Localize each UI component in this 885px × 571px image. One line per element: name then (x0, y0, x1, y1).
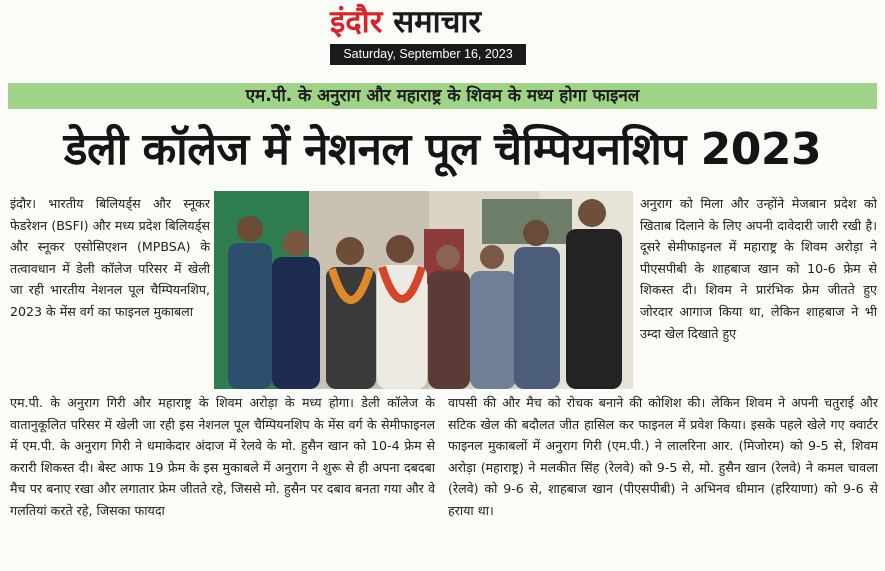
masthead (0, 0, 885, 70)
group-photo-illustration (214, 191, 633, 389)
group-photo (214, 191, 633, 389)
main-headline: डेली कॉलेज में नेशनल पूल चैम्पियनशिप 2023 (63, 124, 822, 175)
article-column-left: इंदौर। भारतीय बिलियर्ड्स और स्नूकर फेडरेशन (BSFI) और मध्य प्रदेश बिलियर्ड्स और स्नूकर एसोसिएशन (MPBSA) के तत्वावधान में डेली कॉलेज परिसर में खेली जा रही भारतीय नेशनल पूल चैम्पियनशिप, 2023 के मेंस वर्ग का फाइनल मुकाबला (10, 196, 210, 319)
article-column-right: अनुराग को मिला और उन्होंने मेजबान प्रदेश को खिताब दिलाने के लिए अपनी दावेदारी जारी रखी है। दूसरे सेमीफाइनल में महाराष्ट्र के शिवम अरोड़ा ने पीएसपीबी के शाहबाज खान को 10-6 फ्रेम से शिकस्त दी। शिवम ने प्रारंभिक फ्रेम जीतते हुए जोरदार आगाज किया था, लेकिन शाहबाज ने भी उम्दा खेल दिखाते हुए (640, 196, 877, 341)
newspaper-logo (330, 2, 560, 42)
brand-part-1: इंदौर (330, 4, 383, 40)
article-bottom-left: एम.पी. के अनुराग गिरी और महाराष्ट्र के शिवम अरोड़ा के मध्य होगा। डेली कॉलेज के वातानुकूलित परिसर में खेली जा रही इस नेशनल पूल चैम्पियनशिप के मेंस वर्ग के सेमीफाइनल में एम.पी. के अनुराग गिरी ने धमाकेदार अंदाज में रेलवे के मो. हुसैन खान को 10-4 फ्रेम से करारी शिकस्त दी। बेस्ट आफ 19 फ्रेम के इस मुकाबले में अनुराग ने शुरू से ही अपना दबदबा मैच पर बनाए रखा और लगातार फ्रेम जीतते रहे, जिससे मो. हुसैन पर दबाव बनता गया और वे गलतियां करते रहे, जिसका फायदा (10, 395, 435, 518)
article-bottom-right: वापसी की और मैच को रोचक बनाने की कोशिश की। लेकिन शिवम ने अपनी चतुराई और सटिक खेल की बदौलत जीत हासिल कर फाइनल में प्रवेश किया। इसके पहले खेले गए क्वार्टर फाइनल मुकाबलों में अनुराग गिरी (एम.पी.) ने लालरिना आर. (मिजोरम) को 9-5 से, शिवम अरोड़ा (महाराष्ट्र) ने मलकीत सिंह (रेलवे) को 9-5 से, मो. हुसैन खान (रेलवे) ने कमल चावला (रेलवे) को 9-6 से, शाहबाज खान (पीएसपीबी) ने अभिनव धीमान (हरियाणा) को 9-6 से हराया था। (448, 395, 878, 518)
kicker-subheadline: एम.पी. के अनुराग और महाराष्ट्र के शिवम के मध्य होगा फाइनल (8, 83, 877, 109)
brand-part-2: समाचार (393, 4, 482, 40)
publication-date: Saturday, September 16, 2023 (330, 44, 526, 65)
